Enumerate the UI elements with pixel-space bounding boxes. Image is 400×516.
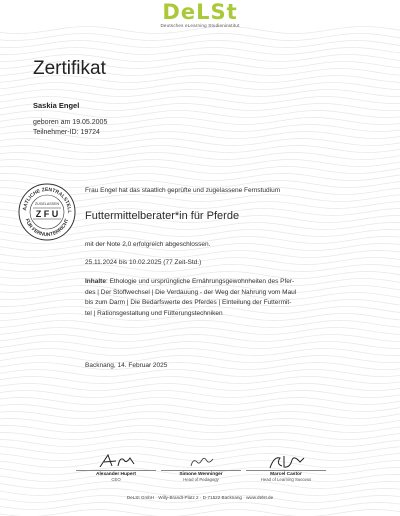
signature-block-pedagogy: [156, 452, 246, 482]
course-dates: 25.11.2024 bis 10.02.2025 (77 Zeit-Std.): [85, 259, 202, 266]
seal-top-text: AATLICHE ZENTRALSTELL: [21, 186, 73, 214]
wave-line: [0, 433, 400, 440]
zfu-seal: [18, 183, 76, 241]
completion-intro: Frau Engel hat das staatlich geprüfte und zugelassene Fernstudium: [85, 187, 281, 194]
course-title: Futtermittelberater*in für Pferde: [85, 210, 240, 222]
wave-line: [0, 363, 400, 370]
wave-line: [0, 335, 400, 342]
footer-address: DeLSt GmbH · Willy-Brandt-Platz 2 · D-71522 Backnang · www.delst.de: [126, 495, 274, 500]
wave-line: [0, 440, 400, 447]
wave-line: [0, 482, 400, 489]
wave-line: [0, 174, 400, 181]
wave-line: [0, 342, 400, 349]
signatory-role: Head of Pedagogy: [183, 477, 219, 482]
wave-line: [0, 328, 400, 335]
seal-middle-text: ZUGELASSEN: [34, 202, 60, 206]
contents-line: : Ethologie und ursprüngliche Ernährungsgewohnheiten des Pfer-: [105, 278, 295, 285]
delst-logo: [0, 2, 400, 28]
signature-block-ceo: [71, 452, 161, 482]
wave-line: [0, 412, 400, 419]
signature-block-learning-success: [241, 452, 331, 482]
certificate-title: Zertifikat: [33, 58, 106, 79]
grade-statement: mit der Note 2,0 erfolgreich abgeschlossen.: [85, 241, 211, 248]
wave-line: [0, 405, 400, 412]
wave-line: [0, 34, 400, 41]
wave-line: [0, 426, 400, 433]
signatory-role: CEO: [111, 477, 121, 482]
wave-line: [0, 167, 400, 174]
wave-line: [0, 510, 400, 516]
wave-line: [0, 146, 400, 153]
birth-date: geboren am 19.05.2005: [33, 119, 108, 126]
handwritten-signature: [256, 452, 316, 470]
wave-line: [0, 321, 400, 328]
wave-line: [0, 356, 400, 363]
wave-line: [0, 139, 400, 146]
wave-line: [0, 90, 400, 97]
recipient-name: Saskia Engel: [33, 101, 80, 110]
wave-line: [0, 251, 400, 258]
signatory-name: Alexander Hupert: [96, 472, 136, 477]
course-contents: [85, 277, 355, 319]
wave-line: [0, 160, 400, 167]
wave-line: [0, 48, 400, 55]
handwritten-signature: [171, 452, 231, 470]
wave-line: [0, 398, 400, 405]
logo-tagline: Deutsches eLearning Studieninstitut: [160, 23, 240, 28]
logo-wordmark: DeLSt: [162, 0, 238, 24]
seal-abbreviation: Z F U: [35, 209, 59, 219]
contents-line: des | Der Stoffwechsel | Die Verdauung - der Weg der Nahrung vom Maul: [85, 288, 297, 296]
handwritten-signature: [86, 452, 146, 470]
place-and-date: Backnang, 14. Februar 2025: [85, 362, 168, 369]
wave-line: [0, 153, 400, 160]
wave-line: [0, 391, 400, 398]
wave-line: [0, 349, 400, 356]
signatory-name: Simone Wenninger: [179, 472, 223, 477]
participant-id: Teilnehmer-ID: 19724: [33, 129, 100, 136]
signatory-name: Marcel Castor: [270, 472, 302, 477]
seal-bottom-text: FÜR FERNUNTERRICHT: [23, 218, 71, 239]
contents-label: Inhalte: [85, 278, 106, 285]
wave-line: [0, 370, 400, 377]
wave-line: [0, 41, 400, 48]
wave-line: [0, 111, 400, 118]
contents-line: bis zum Darm | Die Bedarfswerte des Pferdes | Einteilung der Futtermit-: [85, 299, 292, 307]
wave-line: [0, 503, 400, 510]
contents-line: tel | Rationsgestaltung und Fütterungstechniken: [85, 309, 223, 317]
wave-line: [0, 377, 400, 384]
wave-line: [0, 419, 400, 426]
wave-line: [0, 83, 400, 90]
signatory-role: Head of Learning Success: [260, 477, 312, 482]
wave-line: [0, 384, 400, 391]
